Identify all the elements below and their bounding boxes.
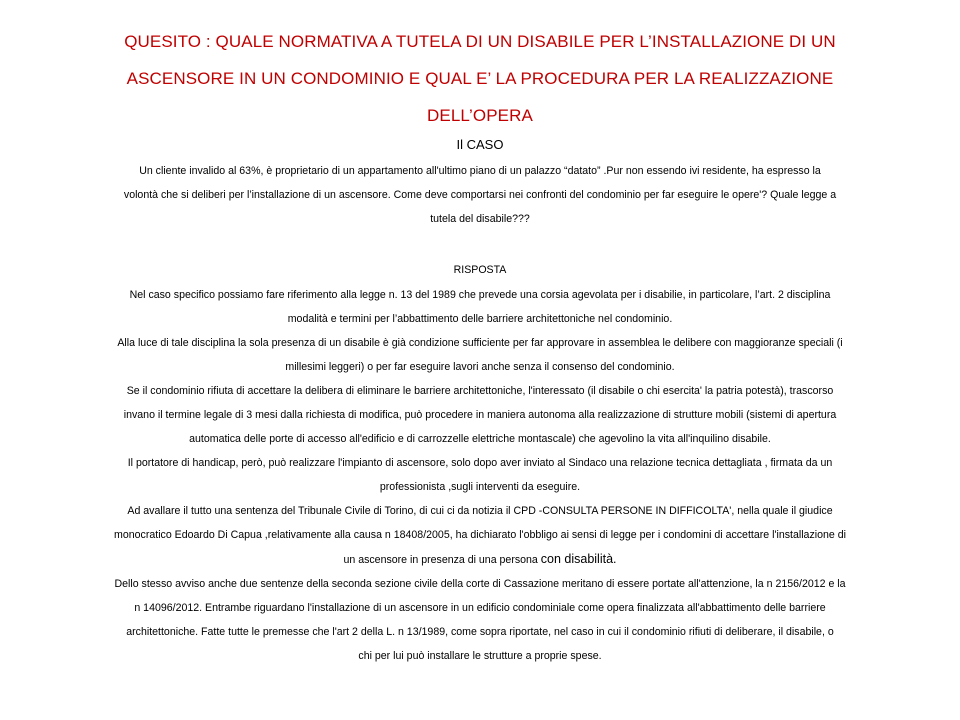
title-line: DELL’OPERA [427,106,533,125]
risposta-line: Alla luce di tale disciplina la sola presenza di un disabile è già condizione sufficiente per far approvare in assemblea le delibere con maggioranze speciali (i [117,337,843,349]
risposta-line: Nel caso specifico possiamo fare riferimento alla legge n. 13 del 1989 che prevede una corsia agevolata per i disabilie, in particolare, l’art. 2 disciplina [129,289,831,301]
question-title [60,23,900,134]
disability-emphasis: con disabilità. [540,552,617,566]
risposta-line: automatica delle porte di accesso all'edificio e di carrozzelle elettriche montascale) che agevolino la vita all'inquilino disabile. [189,433,771,445]
title-line: QUESITO : QUALE NORMATIVA A TUTELA DI UN DISABILE PER L’INSTALLAZIONE DI UN [124,32,836,51]
risposta-line: Ad avallare il tutto una sentenza del Tribunale Civile di Torino, di cui ci da notizia il CPD -CONSULTA PERSONE IN DIFFICOLTA', nella quale il giudice [127,505,833,517]
risposta-paragraph [50,283,910,668]
title-line: ASCENSORE IN UN CONDOMINIO E QUAL E’ LA PROCEDURA PER LA REALIZZAZIONE [126,69,834,88]
caso-heading: Il CASO [456,137,504,152]
caso-line: tutela del disabile??? [430,213,530,225]
risposta-line: n 14096/2012. Entrambe riguardano l'installazione di un ascensore in un edificio condominiale come opera finalizzata all'abbattimento delle barriere [134,602,826,614]
caso-paragraph [50,159,910,231]
risposta-line: Se il condominio rifiuta di accettare la delibera di eliminare le barriere architettoniche, l'interessato (il disabile o chi esercita' la patria potestà), trascorso [126,385,834,397]
risposta-line: monocratico Edoardo Di Capua ,relativamente alla causa n 18408/2005, ha dichiarato l'obbligo ai sensi di legge per i condomini di accettare l'installazione di [114,529,846,541]
caso-line: Un cliente invalido al 63%, è proprietario di un appartamento all'ultimo piano di un palazzo “datato” .Pur non essendo ivi residente, ha espresso la [139,165,821,177]
risposta-line: modalità e termini per l’abbattimento delle barriere architettoniche nel condominio. [287,313,673,325]
risposta-line: millesimi leggeri) o per far eseguire lavori anche senza il consenso del condominio. [285,361,675,373]
risposta-line: Il portatore di handicap, però, può realizzare l'impianto di ascensore, solo dopo aver inviato al Sindaco una relazione tecnica dettagliata , firmata da un [127,457,833,469]
risposta-heading: RISPOSTA [453,264,507,276]
caso-line: volontà che si deliberi per l’installazione di un ascensore. Come deve comportarsi nei confronti del condominio per far eseguire le opere'? Quale legge a [123,189,837,201]
risposta-line: architettoniche. Fatte tutte le premesse che l'art 2 della L. n 13/1989, come sopra riportate, nel caso in cui il condominio rifiuti di deliberare, il disabile, o [126,626,834,638]
risposta-line-mixed [50,547,910,572]
risposta-line-part: un ascensore in presenza di una persona [343,554,541,566]
risposta-line: invano il termine legale di 3 mesi dalla richiesta di modifica, può procedere in maniera autonoma alla realizzazione di strutture mobili (sistemi di apertura [123,409,837,421]
risposta-line: Dello stesso avviso anche due sentenze della seconda sezione civile della corte di Cassazione meritano di essere portate all'attenzione, la n 2156/2012 e la [114,578,846,590]
risposta-line: chi per lui può installare le strutture a proprie spese. [358,650,602,662]
risposta-line: professionista ,sugli interventi da eseguire. [379,481,581,493]
